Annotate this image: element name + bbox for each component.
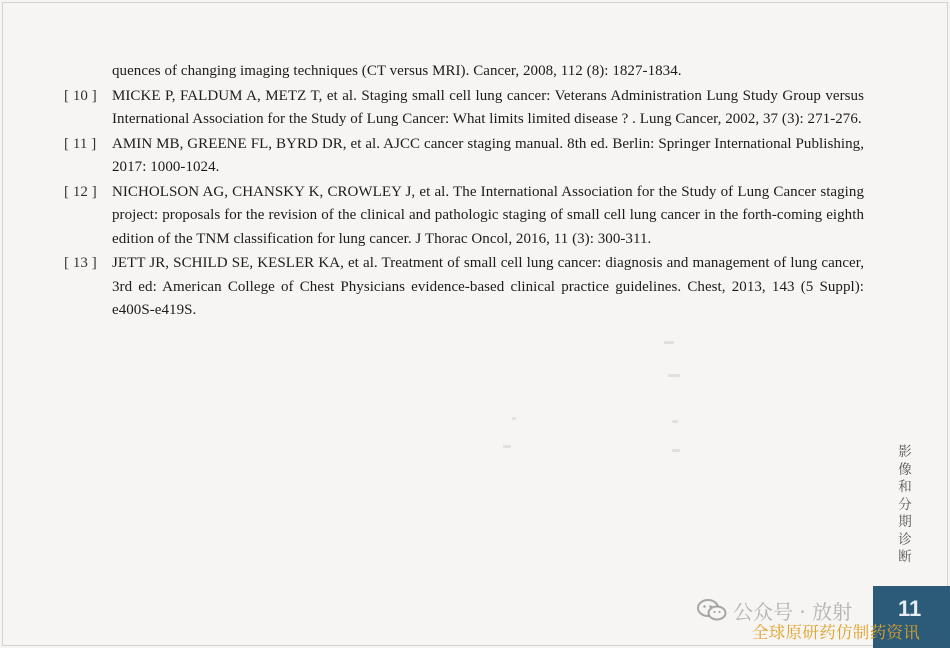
reference-item xyxy=(64,133,864,180)
reference-text: AMIN MB, GREENE FL, BYRD DR, et al. AJCC cancer staging manual. 8th ed. Berlin: Springer International Publishing, 2017: 1000-1024. xyxy=(112,135,864,175)
reference-item xyxy=(64,252,864,323)
reference-item xyxy=(64,85,864,132)
chapter-side-title: 影像和分期诊断 xyxy=(898,444,912,565)
scan-speck xyxy=(668,374,680,377)
reference-list xyxy=(64,60,864,323)
scan-speck xyxy=(672,449,680,452)
watermark-account-name: 公众号 · 放射 xyxy=(733,600,853,624)
watermark-tagline: 全球原研药仿制药资讯 xyxy=(752,623,920,642)
reference-text: JETT JR, SCHILD SE, KESLER KA, et al. Treatment of small cell lung cancer: diagnosis and management of lung cancer, 3rd ed: American College of Chest Physicians evidence-based clinical practice guidelines. Chest, 2013, 143 (5 Suppl): e400S-e419S. xyxy=(112,255,864,318)
page-number: 11 xyxy=(898,596,922,621)
wechat-icon xyxy=(697,599,727,621)
scan-speck xyxy=(512,417,516,420)
scan-speck xyxy=(503,445,511,448)
scan-speck xyxy=(672,420,678,423)
reference-continuation: quences of changing imaging techniques (CT versus MRI). Cancer, 2008, 112 (8): 1827-1834. xyxy=(112,63,682,79)
scan-speck xyxy=(664,341,674,344)
reference-number: [ 12 ] xyxy=(64,183,97,200)
reference-number: [ 13 ] xyxy=(64,255,97,271)
reference-number: [ 11 ] xyxy=(64,135,97,152)
reference-number: [ 10 ] xyxy=(64,87,97,104)
reference-text: NICHOLSON AG, CHANSKY K, CROWLEY J, et al. The International Association for the Study of Lung Cancer staging project: proposals for the revision of the clinical and pathologic staging of small cell lung cancer in the forth-coming eighth edition of the TNM classification for lung cancer. J Thorac Oncol, 2016, 11 (3): 300-311. xyxy=(112,183,864,247)
reference-item xyxy=(64,181,864,252)
reference-text: MICKE P, FALDUM A, METZ T, et al. Staging small cell lung cancer: Veterans Administration Lung Study Group versus International Association for the Study of Lung Cancer: What limits limited disease ? . Lung Cancer, 2002, 37 (3): 271-276. xyxy=(112,87,864,127)
